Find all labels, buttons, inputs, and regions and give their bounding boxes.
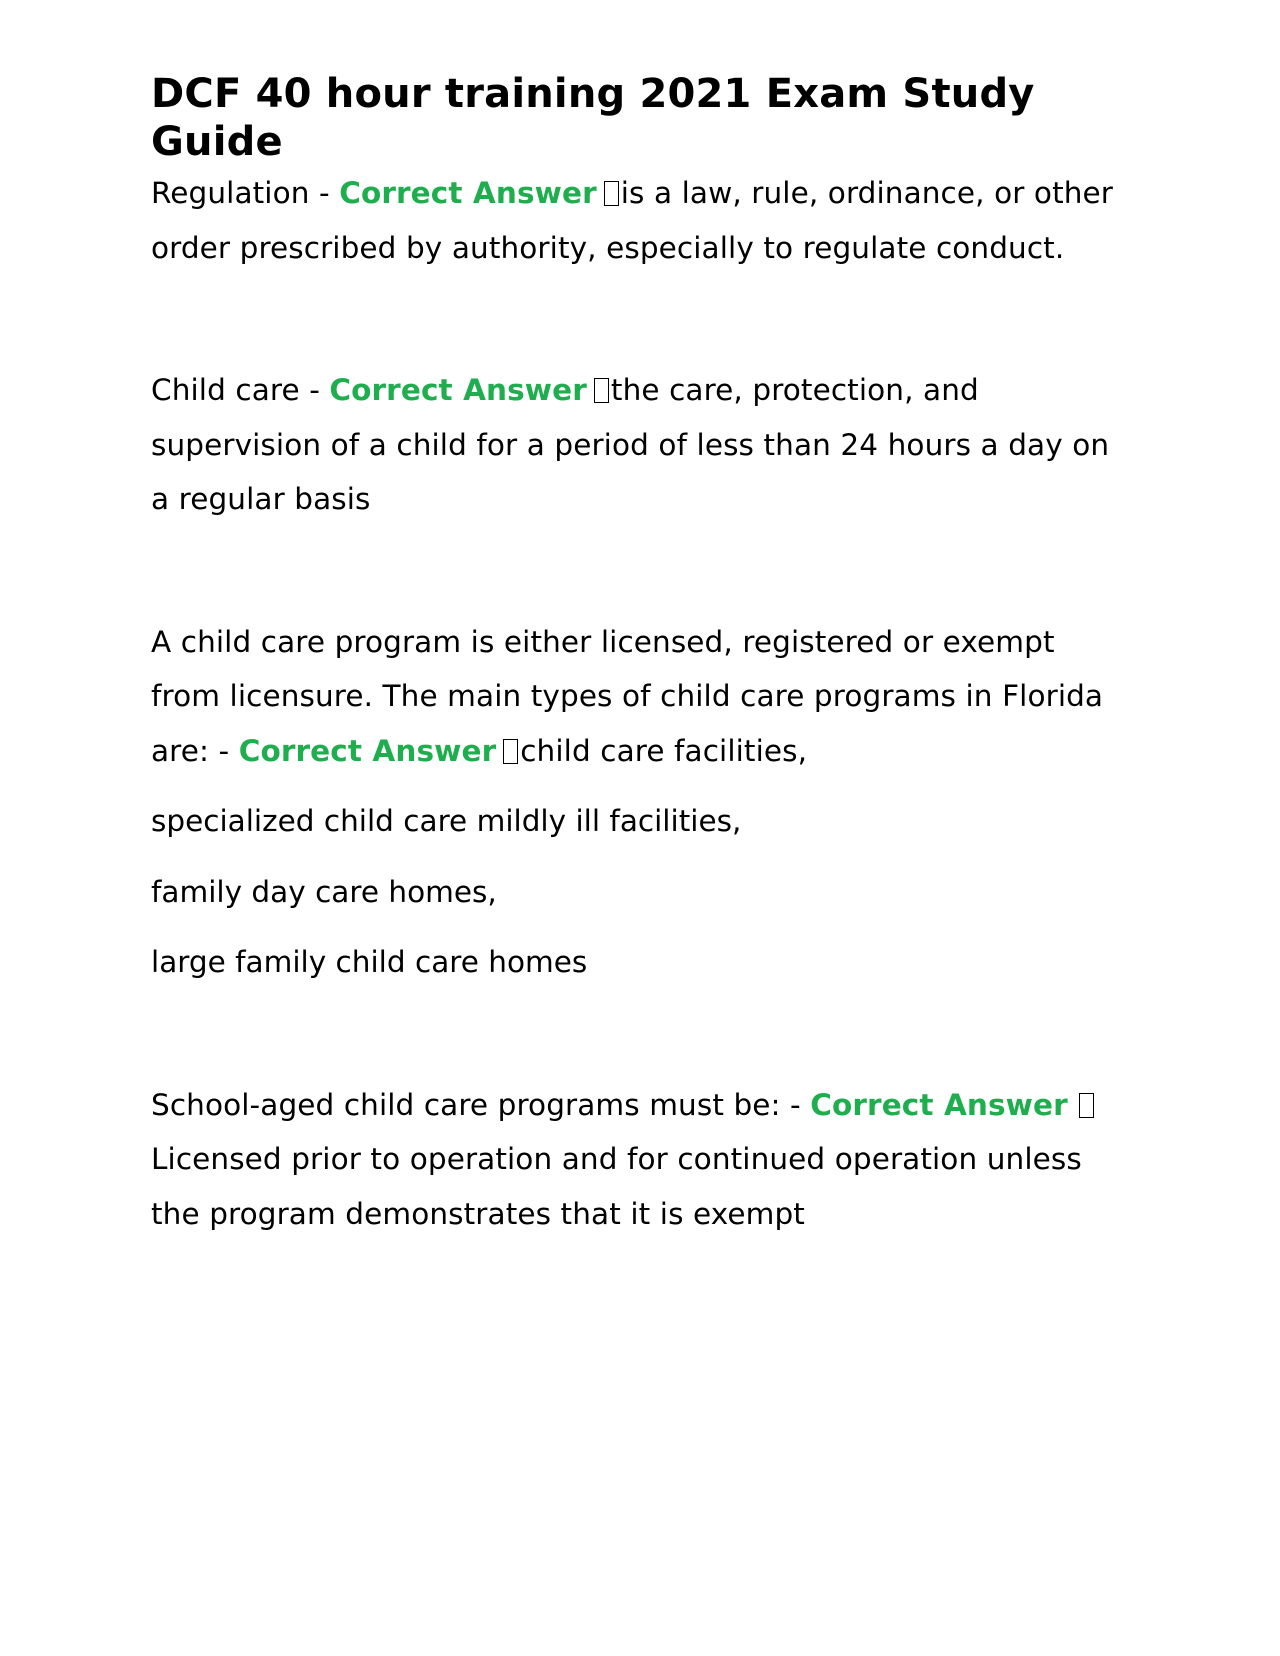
answer-text: child care facilities, xyxy=(520,733,808,768)
qa-item-child-care xyxy=(151,363,1131,527)
answer-list-line: family day care homes, xyxy=(151,874,497,909)
correct-answer-label: Correct Answer xyxy=(339,176,597,210)
answer-text: the care, protection, and supervision of a child for a period of less than 24 hours a day on a regular basis xyxy=(151,373,1110,516)
qa-item-school-aged xyxy=(151,1078,1131,1242)
missing-glyph-icon xyxy=(503,739,518,764)
missing-glyph-icon xyxy=(594,378,609,403)
correct-answer-label: Correct Answer xyxy=(238,733,497,768)
missing-glyph-icon xyxy=(604,181,619,206)
correct-answer-label: Correct Answer xyxy=(329,373,587,407)
missing-glyph-icon xyxy=(1079,1093,1094,1118)
question-text: A child care program is either licensed, registered or exempt from licensure. The main types of child care programs in Florida are: - xyxy=(151,624,1104,768)
question-text: Regulation - xyxy=(151,176,340,210)
answer-text: Licensed prior to operation and for continued operation unless the program demonstrates that it is exempt xyxy=(151,1142,1082,1231)
answer-list-line: specialized child care mildly ill facilities, xyxy=(151,804,742,838)
document-page xyxy=(151,70,1131,1241)
qa-item-program-types xyxy=(151,615,1131,779)
correct-answer-label: Correct Answer xyxy=(810,1087,1068,1122)
qa-item-regulation xyxy=(151,166,1131,275)
question-text: School-aged child care programs must be: - xyxy=(151,1087,811,1122)
answer-list-line: large family child care homes xyxy=(151,945,588,979)
document-title: DCF 40 hour training 2021 Exam Study Guide xyxy=(151,71,1035,165)
question-text: Child care - xyxy=(151,373,330,407)
answer-text: is a law, rule, ordinance, or other order prescribed by authority, especially to regulate conduct. xyxy=(151,176,1114,265)
